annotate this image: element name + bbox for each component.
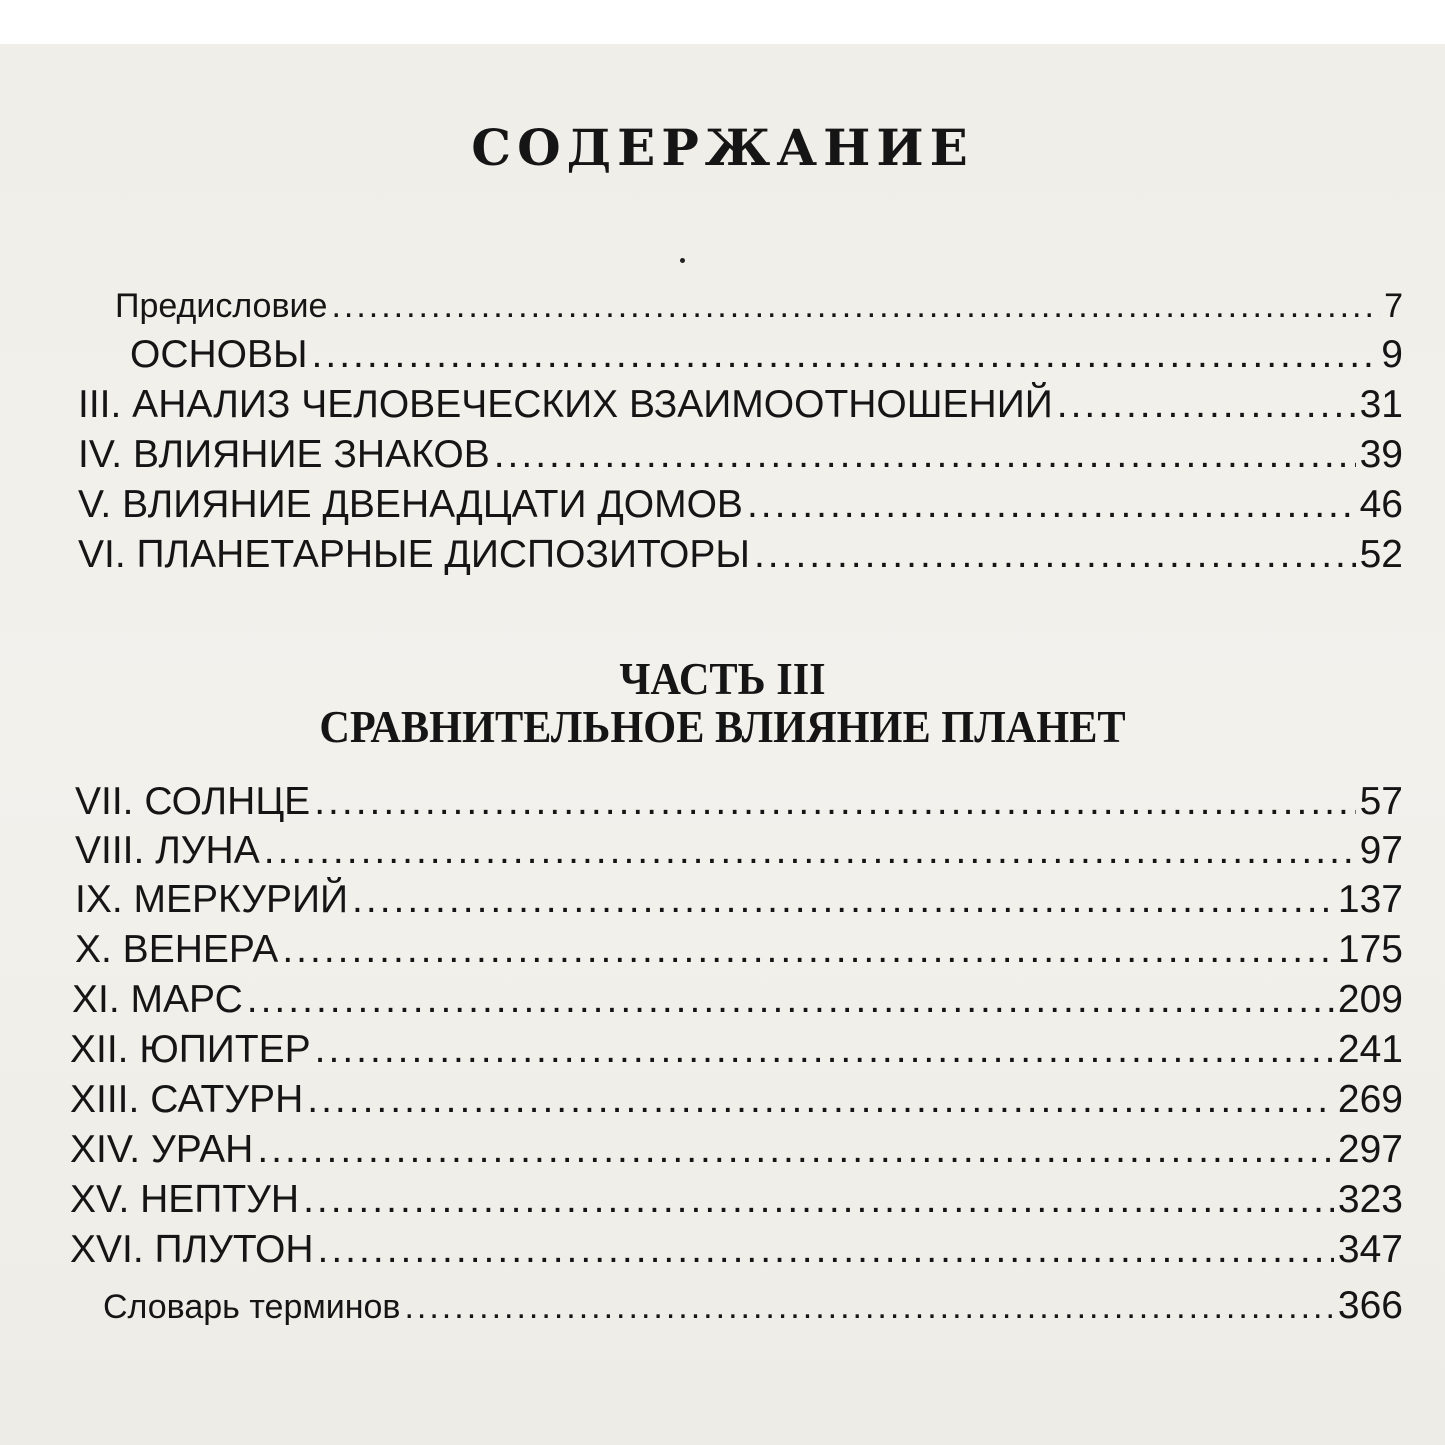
toc-entry [70, 1178, 1403, 1222]
toc-entry [70, 1128, 1403, 1172]
dot-leader [282, 928, 1334, 972]
toc-page: 31 [1359, 383, 1403, 426]
toc-entry [78, 433, 1403, 477]
dot-leader [494, 433, 1356, 477]
toc-entry [70, 1228, 1403, 1272]
toc-label: XII. ЮПИТЕР [70, 1028, 311, 1071]
toc-label: VIII. ЛУНА [75, 829, 260, 872]
toc-page: 269 [1337, 1078, 1403, 1121]
dot-leader [318, 1228, 1334, 1272]
toc-page: 297 [1337, 1128, 1403, 1171]
toc-page: 39 [1359, 433, 1403, 476]
toc-label: ОСНОВЫ [130, 333, 308, 376]
toc-label: XVI. ПЛУТОН [70, 1228, 314, 1271]
toc-label: XI. МАРС [72, 978, 243, 1021]
toc-label: X. ВЕНЕРА [75, 928, 279, 971]
dot-leader [264, 829, 1356, 873]
toc-label: VII. СОЛНЦЕ [75, 780, 311, 823]
toc-page: 323 [1337, 1178, 1403, 1221]
toc-page: 7 [1384, 287, 1403, 325]
toc-page: 209 [1337, 978, 1403, 1021]
toc-page: 46 [1359, 483, 1403, 526]
toc-label: III. АНАЛИЗ ЧЕЛОВЕЧЕСКИХ ВЗАИМООТНОШЕНИЙ [78, 383, 1053, 426]
toc-label: IX. МЕРКУРИЙ [75, 878, 349, 921]
part-heading: ЧАСТЬ III [619, 653, 826, 704]
part-subtitle: СРАВНИТЕЛЬНОЕ ВЛИЯНИЕ ПЛАНЕТ [319, 701, 1126, 752]
toc-label: IV. ВЛИЯНИЕ ЗНАКОВ [78, 433, 490, 476]
page-title: СОДЕРЖАНИЕ [471, 118, 974, 177]
dot-leader [312, 333, 1378, 377]
dot-leader [404, 1285, 1333, 1329]
toc-page: 175 [1337, 928, 1403, 971]
toc-entry [70, 1028, 1403, 1072]
toc-page: 57 [1359, 780, 1403, 823]
toc-label: VI. ПЛАНЕТАРНЫЕ ДИСПОЗИТОРЫ [78, 533, 750, 576]
toc-entry [115, 284, 1403, 328]
toc-entry [72, 978, 1403, 1022]
toc-page: 97 [1359, 829, 1403, 872]
toc-label: XIII. САТУРН [70, 1078, 304, 1121]
dot-leader [747, 483, 1356, 527]
decorative-dot [680, 258, 685, 263]
toc-page: 9 [1381, 333, 1403, 376]
dot-leader [247, 978, 1334, 1022]
dot-leader [352, 878, 1334, 922]
toc-entry [78, 533, 1403, 577]
toc-label: V. ВЛИЯНИЕ ДВЕНАДЦАТИ ДОМОВ [78, 483, 743, 526]
toc-label: Предисловие [115, 287, 328, 325]
toc-page: 347 [1337, 1228, 1403, 1271]
toc-page: 366 [1337, 1284, 1403, 1327]
toc-label: XV. НЕПТУН [70, 1178, 300, 1221]
dot-leader [315, 1028, 1334, 1072]
toc-entry [78, 483, 1403, 527]
dot-leader [303, 1178, 1334, 1222]
toc-entry [70, 1078, 1403, 1122]
dot-leader [314, 780, 1355, 824]
toc-page: 52 [1359, 533, 1403, 576]
toc-page: 241 [1337, 1028, 1403, 1071]
toc-entry [78, 383, 1403, 427]
toc-entry [103, 1284, 1403, 1329]
toc-label: Словарь терминов [103, 1288, 401, 1326]
toc-page: 137 [1337, 878, 1403, 921]
toc-entry [75, 878, 1403, 922]
toc-label: XIV. УРАН [70, 1128, 254, 1171]
dot-leader [754, 533, 1356, 577]
dot-leader [257, 1128, 1334, 1172]
dot-leader [331, 284, 1380, 328]
dot-leader [307, 1078, 1334, 1122]
toc-entry [75, 928, 1403, 972]
toc-entry [130, 333, 1403, 377]
toc-entry [75, 829, 1403, 873]
toc-entry [75, 780, 1403, 824]
dot-leader [1057, 383, 1356, 427]
